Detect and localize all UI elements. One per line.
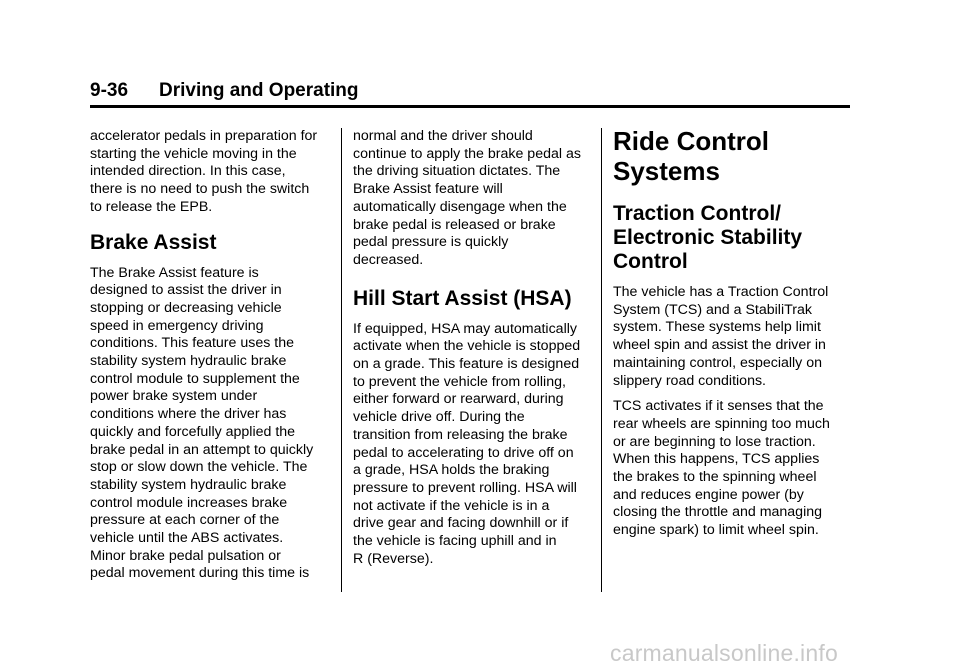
hsa-paragraph: If equipped, HSA may automatically activate when the vehicle is stopped on a grade. This feature is designed to prevent the vehicle from rolling, either forward or rearward, during vehicle drive off. During the transition from releasing the brake pedal to accelerating to drive off on a grade, HSA holds the braking pressure to prevent rolling. HSA will not activate if the vehicle is in a drive gear and facing downhill or if the vehicle is facing uphill and in R (Reverse). xyxy=(353,320,581,567)
page-number: 9-36 xyxy=(90,80,129,101)
hsa-heading: Hill Start Assist (HSA) xyxy=(353,286,572,310)
watermark-text: carmanualsonline.info xyxy=(610,640,838,666)
header-rule xyxy=(90,105,850,108)
column-3 xyxy=(613,128,853,548)
intro-paragraph: accelerator pedals in preparation for starting the vehicle moving in the intended direction. In this case, there is no need to push the switch to release the EPB. xyxy=(90,128,318,215)
column-1 xyxy=(90,128,340,591)
traction-control-paragraph-2: TCS activates if it senses that the rear wheels are spinning too much or are beginning to lose traction. When this happens, TCS applies the brakes to the spinning wheel and reduces engine power (by closing the throttle and managing engine spark) to limit wheel spin. xyxy=(613,398,830,539)
page-header xyxy=(90,80,850,106)
brake-assist-paragraph: The Brake Assist feature is designed to assist the driver in stopping or decreasing vehicle speed in emergency driving conditions. This feature uses the stability system hydraulic brake control module to supplement the power brake system under conditions where the driver has quickly and forcefully applied the brake pedal in an attempt to quickly stop or slow down the vehicle. The stability system hydraulic brake control module increases brake pressure at each corner of the vehicle until the ABS activates. Minor brake pedal pulsation or pedal movement during this time is xyxy=(90,264,314,582)
column-divider-2 xyxy=(601,128,602,592)
section-title: Driving and Operating xyxy=(159,80,359,101)
traction-control-heading: Traction Control/ Electronic Stability Control xyxy=(613,202,803,273)
column-2 xyxy=(353,128,593,576)
ride-control-heading: Ride Control Systems xyxy=(613,126,769,186)
brake-assist-heading: Brake Assist xyxy=(90,230,217,254)
column-divider-1 xyxy=(341,128,342,592)
brake-assist-continued-paragraph: normal and the driver should continue to apply the brake pedal as the driving situation dictates. The Brake Assist feature will automatically disengage when the brake pedal is released or brake pedal pressure is quickly decreased. xyxy=(353,128,581,268)
traction-control-paragraph-1: The vehicle has a Traction Control System (TCS) and a StabiliTrak system. These systems help limit wheel spin and assist the driver in maintaining control, especially on slippery road conditions. xyxy=(613,284,829,389)
